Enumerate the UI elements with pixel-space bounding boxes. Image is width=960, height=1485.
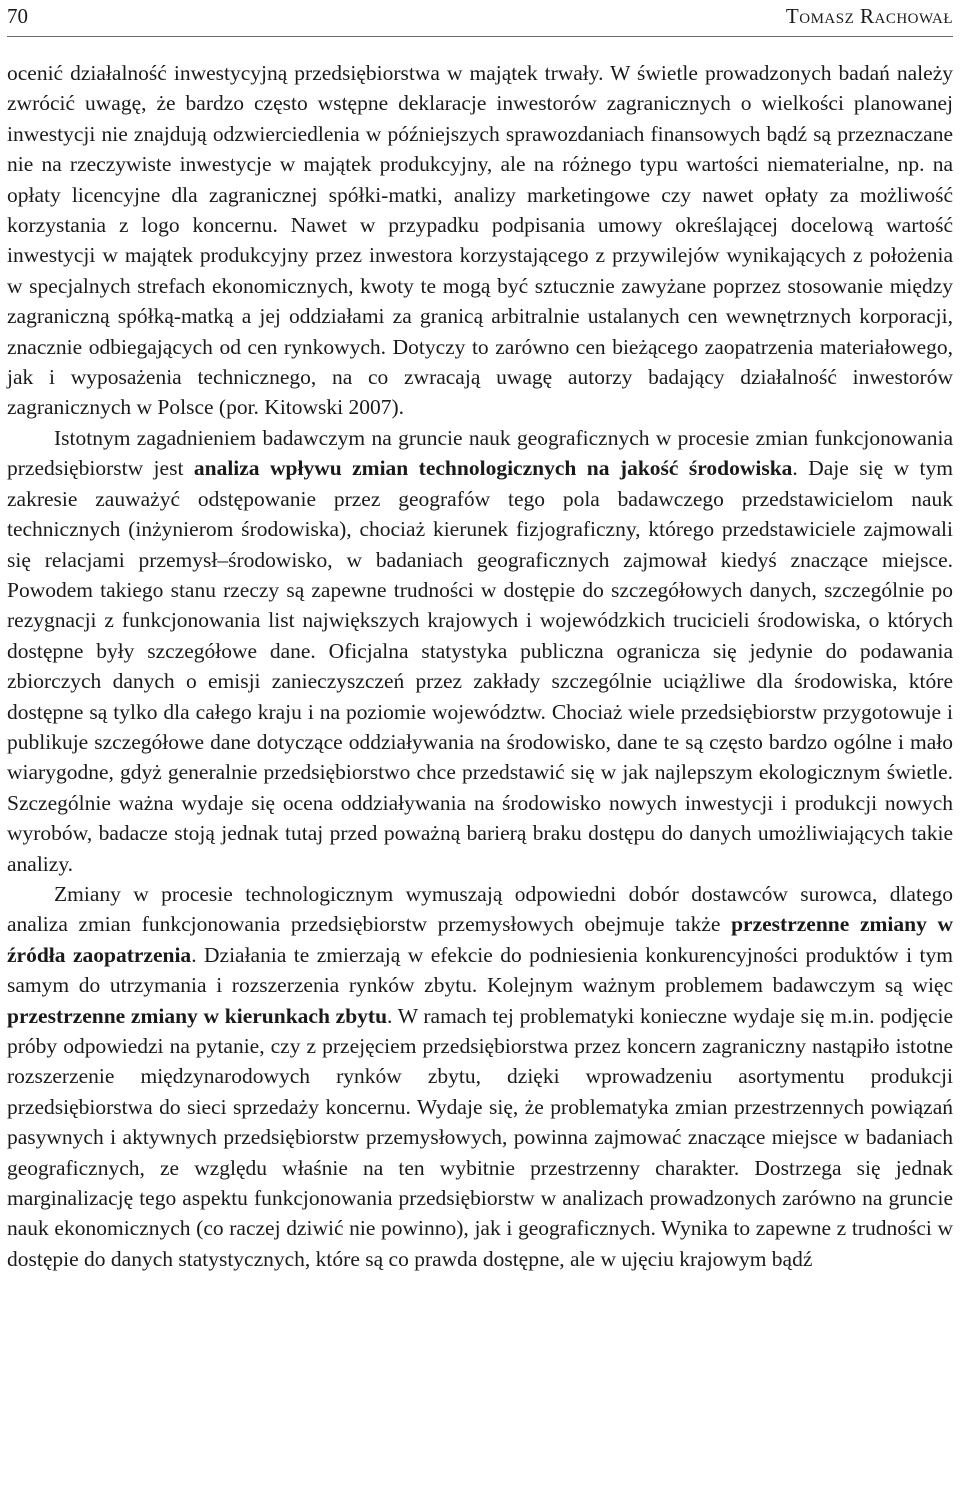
body-text — [7, 58, 953, 1274]
paragraph-2-text: Istotnym zagadnieniem badawczym na gruncie nauk geograficznych w procesie zmian funkcjonowania przedsiębiorstw jest — [7, 425, 953, 481]
paragraph-3-text-end: . W ramach tej problematyki konieczne wydaje się m.in. podjęcie próby odpowiedzi na pytanie, czy z przejęciem przedsiębiorstwa przez koncern zagraniczny nastąpiło istotne rozszerzenie międzynarodowych rynków zbytu, dzięki wprowadzeniu asortymentu produkcji przedsiębiorstwa do sieci sprzedaży koncernu. Wydaje się, że problematyka zmian przestrzennych powiązań pasywnych i aktywnych przedsiębiorstw przemysłowych, powinna zajmować znaczące miejsce w badaniach geograficznych, ze względu właśnie na ten wybitnie przestrzenny charakter. Dostrzega się jednak marginalizację tego aspektu funkcjonowania przedsiębiorstw w analizach prowadzonych zarówno na gruncie nauk ekonomicznych (co raczej dziwić nie powinno), jak i geograficznych. Wynika to zapewne z trudności w dostępie do danych statystycznych, które są co prawda dostępne, ale w ujęciu krajowym bądź — [7, 1003, 953, 1271]
paragraph-3-text-cont: . Działania te zmierzają w efekcie do podniesienia konkurencyjności produktów i tym samym do utrzymania i rozszerzenia rynków zbytu. Kolejnym ważnym problemem badawczym są więc — [7, 942, 953, 998]
page-header — [7, 0, 953, 37]
page-number: 70 — [7, 4, 28, 28]
paragraph-3 — [7, 879, 953, 1274]
paragraph-1 — [7, 58, 953, 423]
paragraph-2 — [7, 423, 953, 879]
paragraph-2-emphasis: analiza wpływu zmian technologicznych na jakość środowiska — [193, 456, 793, 481]
paragraph-3-text: Zmiany w procesie technologicznym wymuszają odpowiedni dobór dostawców surowca, dlatego analiza zmian funkcjonowania przedsiębiorstw przemysłowych obejmuje także — [7, 881, 953, 937]
paragraph-1-text: ocenić działalność inwestycyjną przedsiębiorstwa w majątek trwały. W świetle prowadzonych badań należy zwrócić uwagę, że bardzo często wstępne deklaracje inwestorów zagranicznych o wielkości planowanej inwestycji nie znajdują odzwierciedlenia w późniejszych sprawozdaniach finansowych bądź są przeznaczane nie na rzeczywiste inwestycje w majątek produkcyjny, ale na różnego typu wartości niematerialne, np. na opłaty licencyjne dla zagranicznej spółki-matki, analizy marketingowe czy nawet opłaty za możliwość korzystania z logo koncernu. Nawet w przypadku podpisania umowy określającej docelową wartość inwestycji w majątek produkcyjny przez inwestora korzystającego z przywilejów wynikających z położenia w specjalnych strefach ekonomicznych, kwoty te mogą być sztucznie zawyżane poprzez stosowanie między zagraniczną spółką-matką a jej oddziałami za granicą arbitralnie ustalanych cen wewnętrznych korporacji, znacznie odbiegających od cen rynkowych. Dotyczy to zarówno cen bieżącego zaopatrzenia materiałowego, jak i wyposażenia technicznego, na co zwracają uwagę autorzy badający działalność inwestorów zagranicznych w Polsce (por. Kitowski 2007). — [7, 61, 953, 420]
running-head-author: Tomasz Rachował — [785, 4, 953, 28]
paragraph-2-text-cont: . Daje się w tym zakresie zauważyć odstępowanie przez geografów tego pola badawczego przedstawicielom nauk technicznych (inżynierom środowiska), chociaż kierunek fizjograficzny, którego przedstawiciele zajmowali się relacjami przemysł–środowisko, w badaniach geograficznych zajmował kiedyś znaczące miejsce. Powodem takiego stanu rzeczy są zapewne trudności w dostępie do szczegółowych danych, szczególnie po rezygnacji z funkcjonowania list największych krajowych i wojewódzkich trucicieli środowiska, o których dostępne były szczegółowe dane. Oficjalna statystyka publiczna ogranicza się jedynie do podawania zbiorczych danych o emisji zanieczyszczeń przez zakłady szczególnie uciążliwe dla środowiska, które dostępne są tylko dla całego kraju i na poziomie województw. Chociaż wiele przedsiębiorstw przygotowuje i publikuje szczegółowe dane dotyczące oddziaływania na środowisko, dane te są często bardzo ogólne i mało wiarygodne, gdyż generalnie przedsiębiorstwo chce przedstawić się w jak najlepszym ekologicznym świetle. Szczególnie ważna wydaje się ocena oddziaływania na środowisko nowych inwestycji i produkcji nowych wyrobów, badacze stoją jednak tutaj przed poważną barierą braku dostępu do danych umożliwiających takie analizy. — [7, 456, 953, 876]
paragraph-3-emphasis-2: przestrzenne zmiany w kierunkach zbytu — [7, 1003, 388, 1028]
paragraph-3-emphasis-1: przestrzenne zmiany w źródła zaopatrzenia — [7, 912, 954, 967]
